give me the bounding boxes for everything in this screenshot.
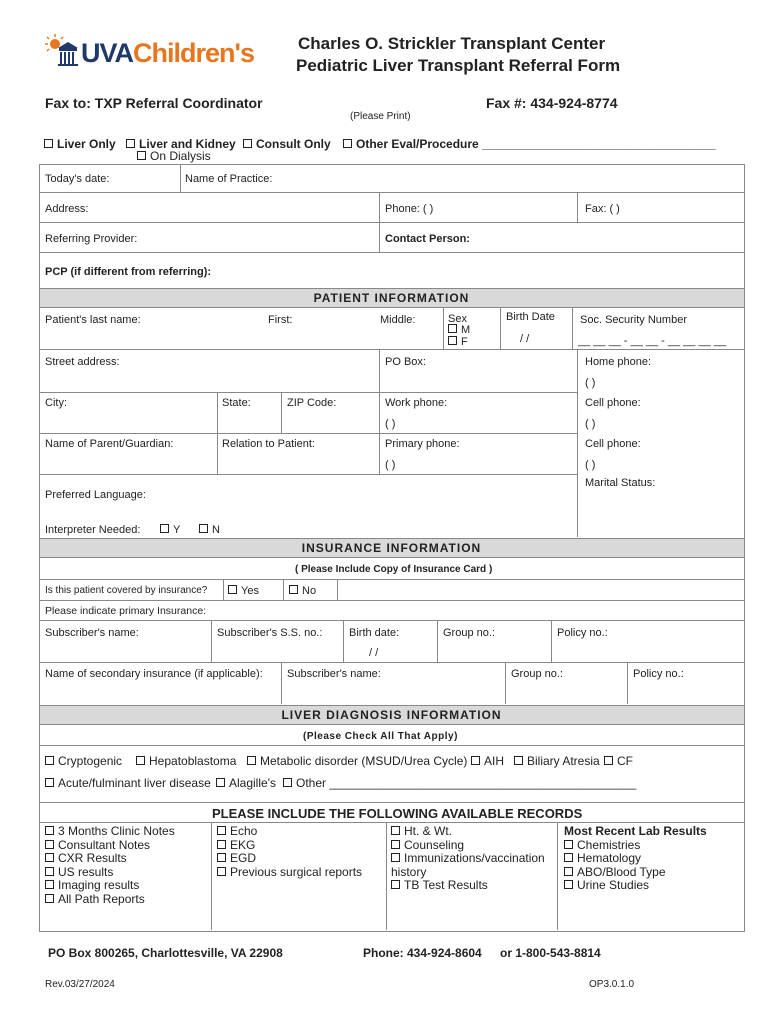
- birth-date-label: Birth Date: [506, 311, 555, 323]
- insurance-covered-question: Is this patient covered by insurance?: [45, 585, 208, 596]
- records-col-3: [391, 825, 545, 893]
- secondary-group-no-field[interactable]: Group no.:: [511, 668, 563, 680]
- checkbox-cf[interactable]: CF: [604, 754, 633, 768]
- logo-childrens: Children's: [133, 38, 254, 68]
- checkbox-icon: [471, 756, 480, 765]
- last-name-field[interactable]: Patient's last name:: [45, 314, 141, 326]
- home-phone-field[interactable]: ( ): [585, 377, 596, 389]
- cell-phone-2-label: Cell phone:: [585, 438, 641, 450]
- records-col-1: [45, 825, 175, 906]
- work-phone-field[interactable]: ( ): [385, 418, 396, 430]
- checkbox-clinic-notes[interactable]: 3 Months Clinic Notes: [45, 825, 175, 839]
- revision-date: Rev.03/27/2024: [45, 979, 115, 990]
- checkbox-icon: [391, 880, 400, 889]
- primary-insurance-field[interactable]: Please indicate primary Insurance:: [45, 605, 207, 617]
- birth-date-field[interactable]: / /: [520, 333, 530, 345]
- checkbox-icon: [160, 524, 169, 533]
- checkbox-icon: [217, 867, 226, 876]
- ssn-field[interactable]: __ __ __ - __ __ - __ __ __ __: [578, 335, 727, 347]
- checkbox-icon: [391, 840, 400, 849]
- subscriber-ss-field[interactable]: Subscriber's S.S. no.:: [217, 627, 323, 639]
- checkbox-interpreter-yes[interactable]: Y: [160, 524, 180, 536]
- contact-person-field[interactable]: Contact Person:: [385, 233, 470, 245]
- records-section-header: PLEASE INCLUDE THE FOLLOWING AVAILABLE RECORDS: [212, 806, 583, 821]
- middle-name-field[interactable]: Middle:: [380, 314, 416, 326]
- checkbox-icon: [228, 585, 237, 594]
- footer-phone-alt: or 1-800-543-8814: [500, 946, 601, 960]
- fax-to: Fax to: TXP Referral Coordinator: [45, 95, 263, 111]
- insurance-note: ( Please Include Copy of Insurance Card ): [295, 564, 493, 575]
- logo: [43, 34, 253, 70]
- subscriber-birth-date-field[interactable]: / /: [369, 647, 379, 659]
- group-no-field[interactable]: Group no.:: [443, 627, 495, 639]
- form-title-line1: Charles O. Strickler Transplant Center: [298, 34, 606, 53]
- fax-number: Fax #: 434-924-8774: [486, 95, 618, 111]
- checkbox-ht-wt[interactable]: Ht. & Wt.: [391, 825, 545, 839]
- checkbox-ekg[interactable]: EKG: [217, 839, 362, 853]
- primary-phone-label: Primary phone:: [385, 438, 460, 450]
- checkbox-icon: [448, 336, 457, 345]
- footer-phone: Phone: 434-924-8604: [363, 946, 482, 960]
- checkbox-consult-only[interactable]: Consult Only: [243, 137, 331, 151]
- street-address-field[interactable]: Street address:: [45, 356, 120, 368]
- sunburst-logo-icon: [43, 34, 83, 70]
- cell-phone-field[interactable]: ( ): [585, 418, 596, 430]
- diagnosis-note: (Please Check All That Apply): [303, 731, 458, 742]
- checkbox-other-diagnosis[interactable]: Other ______________________________________________: [283, 776, 636, 790]
- checkbox-liver-kidney[interactable]: Liver and Kidney: [126, 137, 236, 151]
- home-phone-label: Home phone:: [585, 356, 652, 368]
- parent-guardian-field[interactable]: Name of Parent/Guardian:: [45, 438, 174, 450]
- checkbox-liver-only[interactable]: Liver Only: [44, 137, 116, 151]
- checkbox-icon: [604, 756, 613, 765]
- checkbox-interpreter-no[interactable]: N: [199, 524, 220, 536]
- address-field[interactable]: Address:: [45, 203, 89, 215]
- form-title-line2: Pediatric Liver Transplant Referral Form: [296, 56, 621, 75]
- checkbox-icon: [391, 826, 400, 835]
- checkbox-icon: [448, 324, 457, 333]
- checkbox-cxr-results[interactable]: CXR Results: [45, 852, 175, 866]
- checkbox-icon: [45, 867, 54, 876]
- secondary-policy-no-field[interactable]: Policy no.:: [633, 668, 684, 680]
- todays-date-field[interactable]: Today's date:: [45, 173, 110, 185]
- checkbox-tb-test[interactable]: TB Test Results: [391, 879, 545, 893]
- po-box-field[interactable]: PO Box:: [385, 356, 426, 368]
- checkbox-other-eval[interactable]: Other Eval/Procedure ___________________________________: [343, 137, 716, 151]
- checkbox-icon: [44, 139, 53, 148]
- checkbox-icon: [243, 139, 252, 148]
- checkbox-icon: [126, 139, 135, 148]
- checkbox-insurance-yes[interactable]: Yes: [228, 585, 259, 597]
- please-print: (Please Print): [350, 111, 411, 122]
- checkbox-icon: [45, 840, 54, 849]
- referring-provider-field[interactable]: Referring Provider:: [45, 233, 138, 245]
- checkbox-sex-m[interactable]: M: [448, 324, 470, 336]
- subscriber-birth-date-label: Birth date:: [349, 627, 400, 639]
- practice-name-field[interactable]: Name of Practice:: [185, 173, 273, 185]
- marital-status-field[interactable]: Marital Status:: [585, 477, 656, 489]
- relation-field[interactable]: Relation to Patient:: [222, 438, 315, 450]
- records-col-4: [564, 825, 707, 893]
- checkbox-icon: [217, 840, 226, 849]
- insurance-section-header: INSURANCE INFORMATION: [39, 538, 744, 558]
- checkbox-icon: [45, 778, 54, 787]
- checkbox-icon: [216, 778, 225, 787]
- checkbox-immunizations[interactable]: Immunizations/vaccination: [391, 852, 545, 866]
- checkbox-chemistries[interactable]: Chemistries: [564, 839, 707, 853]
- checkbox-icon: [45, 756, 54, 765]
- checkbox-us-results[interactable]: US results: [45, 866, 175, 880]
- preferred-language-field[interactable]: Preferred Language:: [45, 489, 146, 501]
- checkbox-icon: [45, 853, 54, 862]
- checkbox-abo-blood-type[interactable]: ABO/Blood Type: [564, 866, 707, 880]
- checkbox-icon: [137, 151, 146, 160]
- footer-address: PO Box 800265, Charlottesville, VA 22908: [48, 946, 283, 960]
- diagnosis-section-header: LIVER DIAGNOSIS INFORMATION: [39, 705, 744, 725]
- checkbox-surgical-reports[interactable]: Previous surgical reports: [217, 866, 362, 880]
- checkbox-icon: [283, 778, 292, 787]
- patient-section-header: PATIENT INFORMATION: [39, 288, 744, 308]
- checkbox-insurance-no[interactable]: No: [289, 585, 316, 597]
- sex-label: Sex: [448, 313, 467, 325]
- interpreter-label: Interpreter Needed:: [45, 524, 141, 536]
- secondary-subscriber-field[interactable]: Subscriber's name:: [287, 668, 381, 680]
- checkbox-icon: [217, 853, 226, 862]
- subscriber-name-field[interactable]: Subscriber's name:: [45, 627, 139, 639]
- secondary-insurance-field[interactable]: Name of secondary insurance (if applicable):: [45, 668, 263, 680]
- cell-phone-2-field[interactable]: ( ): [585, 459, 596, 471]
- checkbox-icon: [564, 867, 573, 876]
- checkbox-urine-studies[interactable]: Urine Studies: [564, 879, 707, 893]
- checkbox-icon: [564, 853, 573, 862]
- immunizations-wrap: history: [391, 864, 427, 879]
- primary-phone-field[interactable]: ( ): [385, 459, 396, 471]
- checkbox-icon: [45, 826, 54, 835]
- checkbox-icon: [343, 139, 352, 148]
- checkbox-icon: [199, 524, 208, 533]
- checkbox-icon: [45, 894, 54, 903]
- pcp-field[interactable]: PCP (if different from referring):: [45, 266, 212, 278]
- cell-phone-label: Cell phone:: [585, 397, 641, 409]
- checkbox-path-reports[interactable]: All Path Reports: [45, 893, 175, 907]
- checkbox-metabolic[interactable]: Metabolic disorder (MSUD/Urea Cycle): [247, 754, 467, 768]
- checkbox-hematology[interactable]: Hematology: [564, 852, 707, 866]
- ssn-label: Soc. Security Number: [580, 314, 687, 326]
- checkbox-echo[interactable]: Echo: [217, 825, 362, 839]
- checkbox-biliary-atresia[interactable]: Biliary Atresia: [514, 754, 600, 768]
- work-phone-label: Work phone:: [385, 397, 448, 409]
- checkbox-counseling[interactable]: Counseling: [391, 839, 545, 853]
- checkbox-acute-fulminant[interactable]: Acute/fulminant liver disease: [45, 776, 211, 790]
- checkbox-imaging-results[interactable]: Imaging results: [45, 879, 175, 893]
- checkbox-icon: [136, 756, 145, 765]
- state-field[interactable]: State:: [222, 397, 251, 409]
- form-code: OP3.0.1.0: [589, 979, 635, 990]
- logo-uva: UVA: [81, 38, 134, 68]
- checkbox-alagilles[interactable]: Alagille's: [216, 776, 276, 790]
- checkbox-cryptogenic[interactable]: Cryptogenic: [45, 754, 122, 768]
- phone-field[interactable]: Phone: ( ): [385, 203, 434, 215]
- checkbox-hepatoblastoma[interactable]: Hepatoblastoma: [136, 754, 236, 768]
- checkbox-sex-f[interactable]: F: [448, 336, 468, 348]
- records-col-2: [217, 825, 362, 879]
- checkbox-icon: [289, 585, 298, 594]
- checkbox-icon: [564, 880, 573, 889]
- checkbox-icon: [564, 840, 573, 849]
- checkbox-icon: [391, 853, 400, 862]
- lab-results-title: Most Recent Lab Results: [564, 824, 707, 838]
- checkbox-consultant-notes[interactable]: Consultant Notes: [45, 839, 175, 853]
- zip-field[interactable]: ZIP Code:: [287, 397, 337, 409]
- checkbox-icon: [45, 880, 54, 889]
- policy-no-field[interactable]: Policy no.:: [557, 627, 608, 639]
- checkbox-icon: [217, 826, 226, 835]
- checkbox-icon: [247, 756, 256, 765]
- fax-field[interactable]: Fax: ( ): [585, 203, 620, 215]
- city-field[interactable]: City:: [45, 397, 67, 409]
- first-name-field[interactable]: First:: [268, 314, 293, 326]
- checkbox-egd[interactable]: EGD: [217, 852, 362, 866]
- checkbox-icon: [514, 756, 523, 765]
- checkbox-on-dialysis[interactable]: On Dialysis: [137, 149, 211, 163]
- checkbox-aih[interactable]: AIH: [471, 754, 504, 768]
